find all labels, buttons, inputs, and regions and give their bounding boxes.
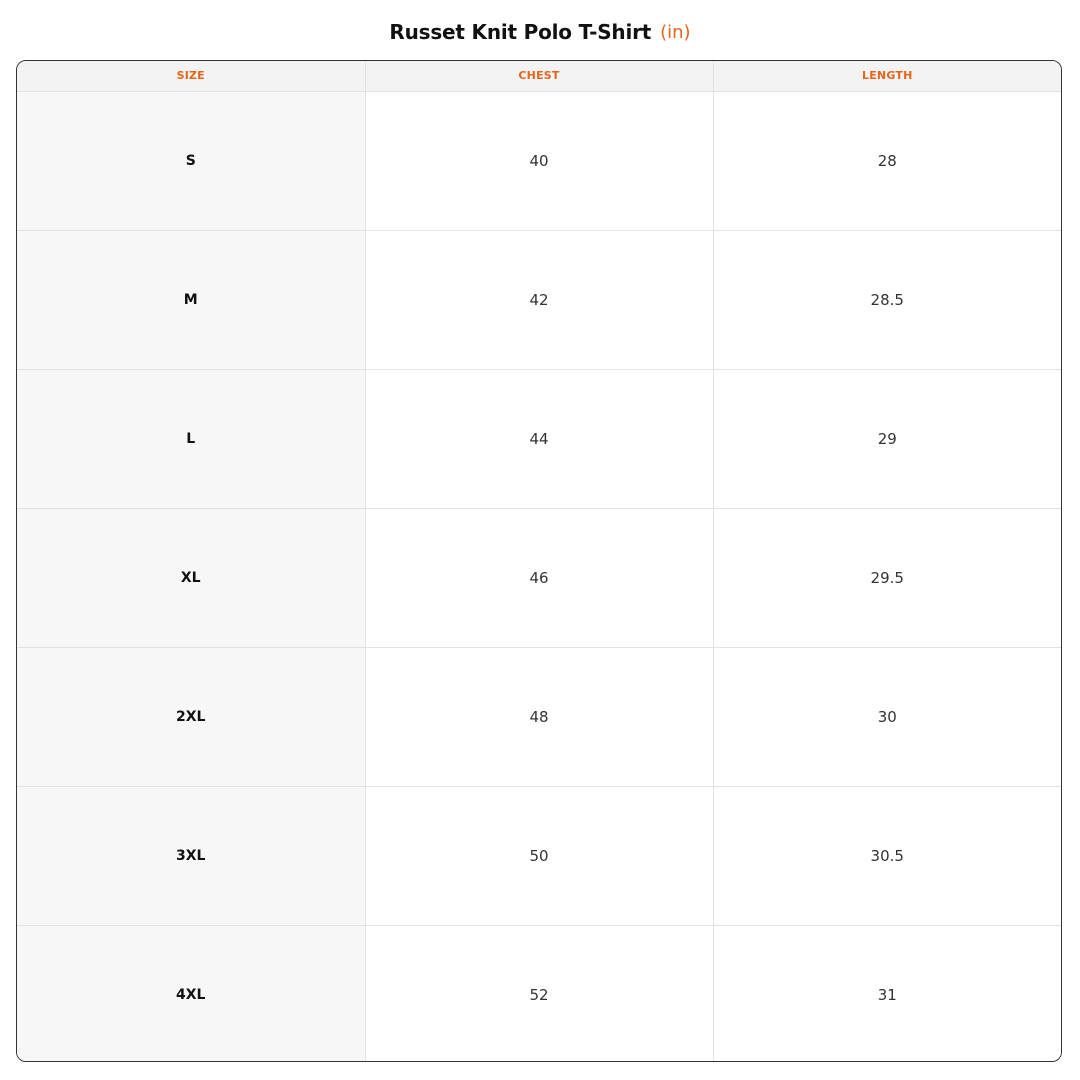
title-row xyxy=(0,14,1080,50)
length-cell: 30.5 xyxy=(713,786,1061,925)
size-cell: 3XL xyxy=(17,786,365,925)
size-cell: S xyxy=(17,91,365,230)
table-row xyxy=(17,925,1061,1062)
header-row xyxy=(17,61,1061,91)
size-cell: XL xyxy=(17,508,365,647)
table-row xyxy=(17,647,1061,786)
size-cell: L xyxy=(17,369,365,508)
table-row xyxy=(17,91,1061,230)
chest-cell: 44 xyxy=(365,369,713,508)
chest-cell: 40 xyxy=(365,91,713,230)
length-cell: 28.5 xyxy=(713,230,1061,369)
unit-label: (in) xyxy=(660,21,691,43)
size-table xyxy=(17,61,1061,1062)
chest-cell: 46 xyxy=(365,508,713,647)
page-title: Russet Knit Polo T-Shirt xyxy=(389,20,652,44)
header-length: LENGTH xyxy=(713,61,1061,91)
chest-cell: 52 xyxy=(365,925,713,1062)
length-cell: 29 xyxy=(713,369,1061,508)
table-row xyxy=(17,508,1061,647)
chest-cell: 48 xyxy=(365,647,713,786)
size-cell: 2XL xyxy=(17,647,365,786)
chest-cell: 42 xyxy=(365,230,713,369)
table-row xyxy=(17,369,1061,508)
size-table-container xyxy=(16,60,1062,1062)
table-row xyxy=(17,230,1061,369)
length-cell: 28 xyxy=(713,91,1061,230)
length-cell: 31 xyxy=(713,925,1061,1062)
header-size: SIZE xyxy=(17,61,365,91)
size-cell: 4XL xyxy=(17,925,365,1062)
table-row xyxy=(17,786,1061,925)
chest-cell: 50 xyxy=(365,786,713,925)
length-cell: 29.5 xyxy=(713,508,1061,647)
length-cell: 30 xyxy=(713,647,1061,786)
header-chest: CHEST xyxy=(365,61,713,91)
size-cell: M xyxy=(17,230,365,369)
